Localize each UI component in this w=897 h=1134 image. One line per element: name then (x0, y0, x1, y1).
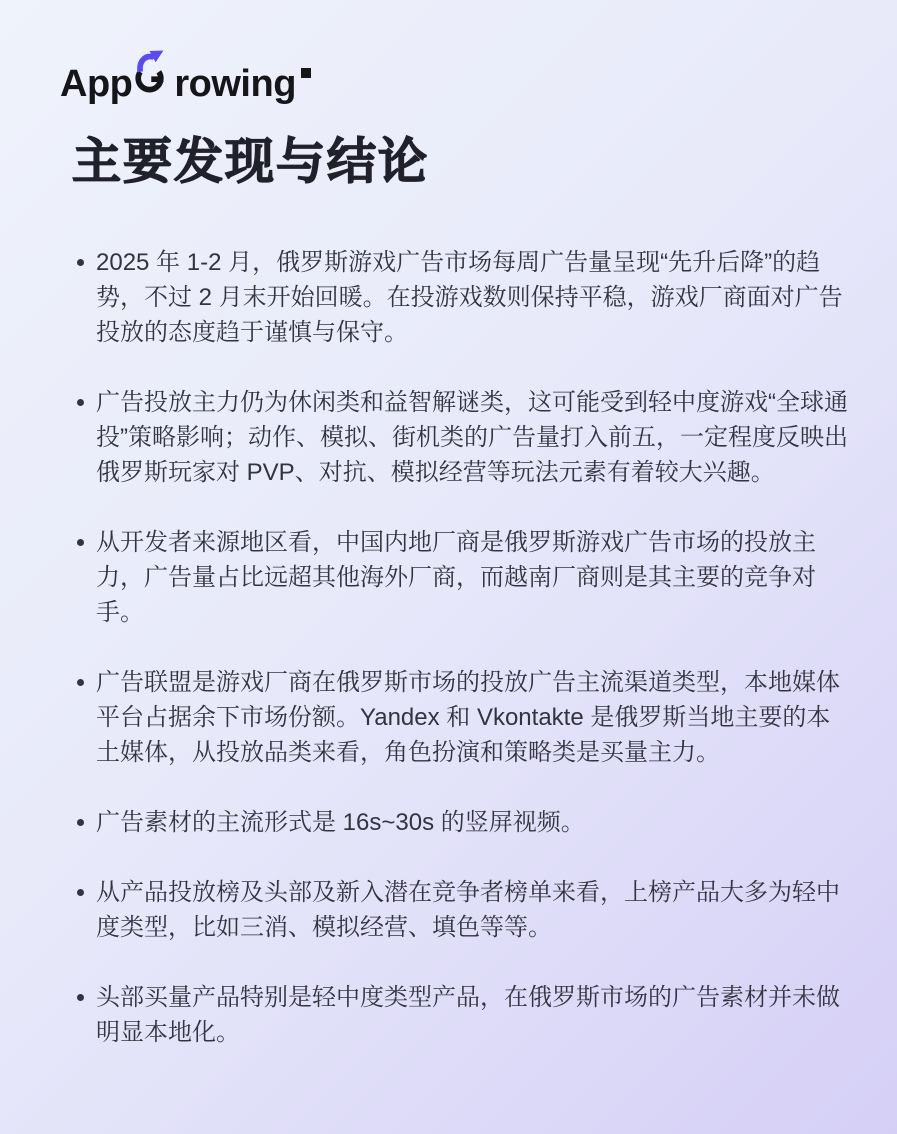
logo-text-app: App (60, 63, 133, 105)
bullet-dot-icon (77, 819, 84, 826)
bullet-dot-icon (77, 539, 84, 546)
finding-item-2 (72, 385, 852, 490)
findings-list (72, 245, 852, 1050)
logo-trademark-square (301, 68, 311, 78)
finding-text: 从产品投放榜及头部及新入潜在竞争者榜单来看，上榜产品大多为轻中度类型，比如三消、模拟经营、填色等等。 (96, 879, 840, 941)
bullet-dot-icon (77, 889, 84, 896)
bullet-dot-icon (77, 399, 84, 406)
finding-item-1 (72, 245, 852, 350)
bullet-dot-icon (77, 259, 84, 266)
finding-text: 从开发者来源地区看，中国内地厂商是俄罗斯游戏广告市场的投放主力，广告量占比远超其他海外厂商，而越南厂商则是其主要的竞争对手。 (96, 529, 816, 626)
appgrowing-logo (60, 45, 852, 103)
finding-item-6 (72, 875, 852, 945)
bullet-dot-icon (77, 994, 84, 1001)
bullet-dot-icon (77, 679, 84, 686)
finding-text: 广告联盟是游戏厂商在俄罗斯市场的投放广告主流渠道类型，本地媒体平台占据余下市场份额。Yandex 和 Vkontakte 是俄罗斯当地主要的本土媒体，从投放品类来看，角色扮演和策略类是买量主力。 (96, 669, 840, 766)
page-title: 主要发现与结论 (72, 135, 430, 189)
finding-text: 头部买量产品特别是轻中度类型产品，在俄罗斯市场的广告素材并未做明显本地化。 (96, 984, 840, 1046)
finding-text: 广告素材的主流形式是 16s~30s 的竖屏视频。 (96, 809, 585, 836)
finding-item-3 (72, 525, 852, 630)
finding-text: 广告投放主力仍为休闲类和益智解谜类，这可能受到轻中度游戏“全球通投”策略影响；动作、模拟、街机类的广告量打入前五，一定程度反映出俄罗斯玩家对 PVP、对抗、模拟经营等玩法元素有着较大兴趣。 (96, 389, 848, 486)
logo-text-rowing: rowing (174, 63, 296, 105)
finding-item-5 (72, 805, 852, 840)
finding-text: 2025 年 1-2 月，俄罗斯游戏广告市场每周广告量呈现“先升后降”的趋势，不过 2 月末开始回暖。在投游戏数则保持平稳，游戏厂商面对广告投放的态度趋于谨慎与保守。 (96, 249, 843, 346)
finding-item-4 (72, 665, 852, 770)
logo-g-arrow-icon (133, 45, 173, 103)
finding-item-7 (72, 980, 852, 1050)
